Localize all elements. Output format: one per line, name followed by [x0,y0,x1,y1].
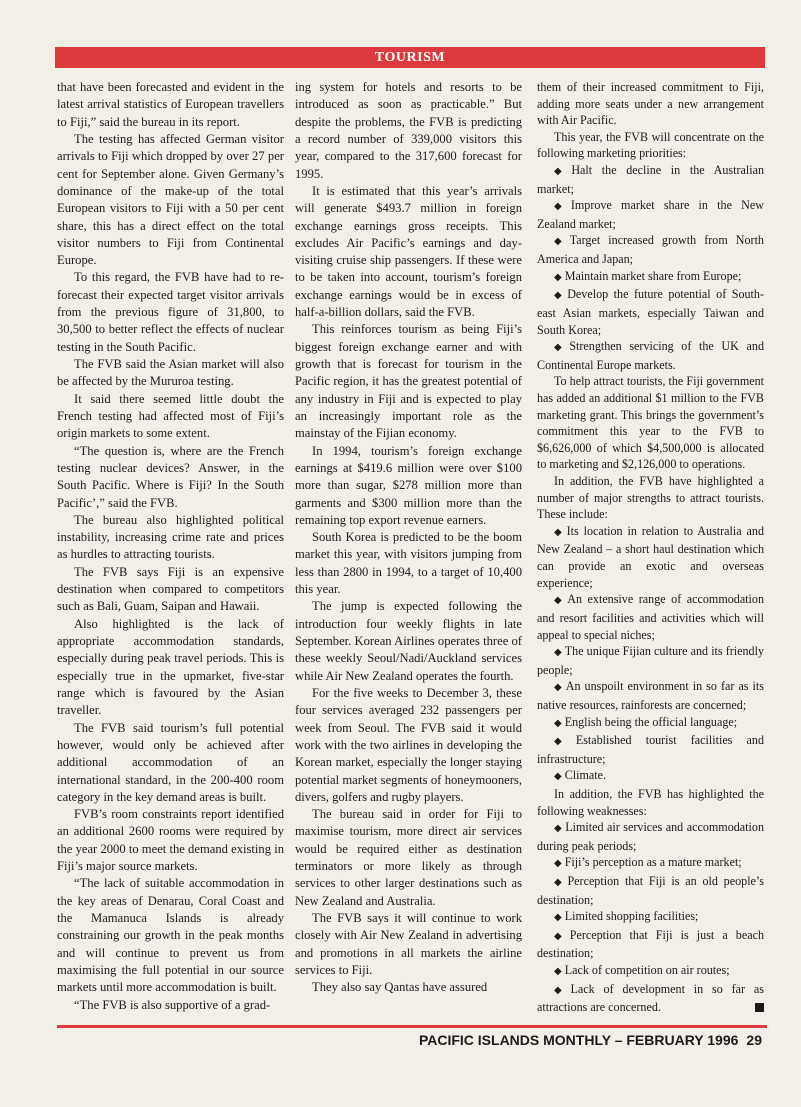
paragraph [295,529,522,598]
paragraph-text: “The question is, where are the French testing nuclear devices? Answer, in the South Pacific. Where is Fiji? In the South Pacific’,” said the FVB. [57,443,284,510]
paragraph [57,356,284,391]
paragraph-text: them of their increased commitment to Fiji, adding more seats under a new arrangement with Air Pacific. [537,80,764,128]
paragraph [537,786,764,819]
priority-item [537,162,764,197]
bullet-icon: ◆ [554,823,563,835]
paragraph-text: It said there seemed little doubt the French testing had affected most of Fiji’s origin markets to some extent. [57,391,284,441]
priority-item-text: Strengthen servicing of the UK and Continental Europe markets. [537,339,764,372]
strength-item [537,767,764,786]
article-column-2 [295,79,522,997]
priority-item-text: Develop the future potential of South-east Asian markets, especially Taiwan and South Korea; [537,287,764,337]
bullet-icon: ◆ [554,877,565,889]
strength-item-text: An extensive range of accommodation and resort facilities and activities which will appeal to special niches; [537,592,764,642]
section-header: TOURISM [55,47,765,68]
paragraph-text: South Korea is predicted to be the boom market this year, with visitors jumping from less than 2800 in 1994, to a target of 10,400 this year. [295,530,522,597]
weakness-item-text: Limited shopping facilities; [564,909,699,924]
paragraph [295,979,522,996]
paragraph-text: To help attract tourists, the Fiji government has added an additional $1 million to the FVB marketing grant. This brings the government’s commitment this year to the FVB to $6,626,000 of which $4,500,000 is allocated to marketing and $2,126,000 to operations. [537,374,764,472]
paragraph [57,875,284,996]
paragraph-text: The FVB said tourism’s full potential however, would only be achieved after additional accommodation of an international standard, in the 200-400 room category in the key demand areas is built. [57,720,284,804]
strength-item [537,591,764,643]
bullet-icon: ◆ [554,595,565,607]
priority-item-text: Halt the decline in the Australian market; [537,163,764,196]
bullet-icon: ◆ [554,984,568,996]
bullet-icon: ◆ [554,966,562,978]
weakness-item [537,981,764,1016]
bullet-icon: ◆ [554,682,563,694]
weakness-item [537,962,764,981]
paragraph [295,806,522,910]
weakness-item-text: Fiji’s perception as a mature market; [564,855,742,870]
strength-item [537,732,764,767]
bullet-icon: ◆ [554,858,562,870]
paragraph [537,79,764,129]
paragraph [57,391,284,443]
priority-item [537,338,764,373]
paragraph-text: ing system for hotels and resorts to be introduced as soon as practicable.” But despite the problems, the FVB is predicting a record number of 339,000 visitors this year, compared to the 317,600 forecast for 1995. [295,80,522,181]
priority-item [537,286,764,338]
footer-rule [57,1025,767,1028]
weakness-item-text: Limited air services and accommodation during peak periods; [537,820,764,853]
paragraph-text: Also highlighted is the lack of appropriate accommodation standards, especially during peak travel periods. This is especially true in the upmarket, five-star range which is favoured by the Asian traveller. [57,616,284,718]
priority-item [537,232,764,267]
page-footer [57,1031,762,1049]
paragraph-text: that have been forecasted and evident in the latest arrival statistics of European travellers to Fiji,” said the bureau in its report. [57,80,284,129]
paragraph [57,269,284,356]
bullet-icon: ◆ [554,166,569,178]
page-number: 29 [746,1032,762,1048]
paragraph [295,598,522,685]
paragraph [295,685,522,806]
strength-item-text: Its location in relation to Australia and New Zealand – a short haul destination which can provide an exotic and overseas experience; [537,523,764,590]
bullet-icon: ◆ [554,736,573,748]
bullet-icon: ◆ [554,201,568,213]
paragraph [57,616,284,720]
strength-item [537,678,764,713]
weakness-item [537,908,764,927]
paragraph [57,806,284,875]
paragraph-text: This reinforces tourism as being Fiji’s biggest foreign exchange earner and with growth that is forecast for tourism in the Pacific region, it has the greatest potential of any industry in Fiji and is expected to play an increasingly important role as the mainstay of the Fijian economy. [295,322,522,441]
weakness-item-text: Lack of competition on air routes; [564,963,730,978]
bullet-icon: ◆ [554,271,562,283]
paragraph [57,443,284,512]
paragraph [57,997,284,1014]
weakness-item-text: Perception that Fiji is an old people’s destination; [537,874,764,907]
publication-line: PACIFIC ISLANDS MONTHLY – FEBRUARY 1996 [418,1032,739,1048]
paragraph-text: The bureau said in order for Fiji to maximise tourism, more direct air services would be required either as destination terminators or more likely as through services to other larger destinations such as New Zealand and Australia. [295,807,522,908]
paragraph [57,564,284,616]
paragraph-text: “The FVB is also supportive of a grad- [74,997,271,1012]
paragraph-text: The FVB says Fiji is an expensive destination when compared to competitors such as Bali, Guam, Saipan and Hawaii. [57,564,284,614]
paragraph-text: “The lack of suitable accommodation in the key areas of Denarau, Coral Coast and the Mamanuca Islands is already constraining our growth in the peak months and will continue to prevent us from maximising the full potential in our source markets until more accommodation is built. [57,876,284,995]
bullet-icon: ◆ [554,912,562,924]
paragraph [57,512,284,564]
strength-item [537,523,764,591]
weakness-item-text: Lack of development in so far as attractions are concerned. [537,981,764,1015]
weakness-item [537,854,764,873]
strength-item-text: English being the official language; [564,714,738,729]
paragraph [295,443,522,530]
paragraph [295,321,522,442]
paragraph [57,79,284,131]
priority-item [537,268,764,287]
paragraph [537,129,764,162]
paragraph-text: In addition, the FVB have highlighted a number of major strengths to attract tourists. These include: [537,474,764,522]
paragraph-text: The FVB said the Asian market will also be affected by the Mururoa testing. [57,357,284,389]
paragraph [295,183,522,322]
weakness-item [537,819,764,854]
paragraph [537,373,764,473]
paragraph-text: For the five weeks to December 3, these four services averaged 232 passengers per week from Seoul. The FVB said it would work with the two airlines in developing the Korean market, especially the longer staying potential market segments of honeymooners, divers, golfers and rugby players. [295,685,522,804]
strength-item-text: Climate. [564,768,607,783]
paragraph [537,473,764,523]
bullet-icon: ◆ [554,771,562,783]
paragraph-text: In addition, the FVB has highlighted the following weaknesses: [537,786,764,818]
strength-item-text: The unique Fijian culture and its friendly people; [537,644,764,677]
weakness-item [537,873,764,908]
bullet-icon: ◆ [554,647,562,659]
article-column-1 [57,79,284,1014]
priority-item-text: Maintain market share from Europe; [564,268,742,283]
paragraph [57,131,284,270]
article-column-3 [537,79,764,1016]
strength-item-text: Established tourist facilities and infrastructure; [537,733,764,766]
bullet-icon: ◆ [554,717,562,729]
bullet-icon: ◆ [554,526,564,538]
strength-item [537,714,764,733]
paragraph-text: In 1994, tourism’s foreign exchange earnings at $419.6 million were over $100 more than sugar, $278 million more than garments and $300 million more than the remaining top export revenue earners. [295,443,522,527]
strength-item-text: An unspoilt environment in so far as its native resources, rainforests are concerned; [537,679,764,712]
paragraph-text: It is estimated that this year’s arrivals will generate $493.7 million in foreign exchange earnings gross receipts. This excludes Air Pacific’s earnings and day-visiting cruise ship passengers. If these were to be taken into account, tourism’s foreign exchange earnings would be in excess of half-a-billion dollars, said the FVB. [295,183,522,320]
paragraph [295,910,522,979]
paragraph-text: The bureau also highlighted political instability, increasing crime rate and prices as hurdles to attracting tourists. [57,512,284,562]
strength-item [537,643,764,678]
priority-item [537,197,764,232]
paragraph-text: This year, the FVB will concentrate on the following marketing priorities: [537,129,764,161]
bullet-icon: ◆ [554,236,567,248]
bullet-icon: ◆ [554,342,567,354]
end-of-article-mark [755,1003,764,1012]
priority-item-text: Target increased growth from North America and Japan; [537,233,764,267]
paragraph-text: The jump is expected following the introduction four weekly flights in late September. Korean Airlines operates three of these weekly Seoul/Nadi/Auckland services while Air New Zealand operates the fourth. [295,599,522,683]
paragraph-text: To this regard, the FVB have had to re-forecast their expected target visitor arrivals from the previous figure of 31,800, to 30,500 to better reflect the effects of nuclear testing in the South Pacific. [57,270,284,354]
paragraph-text: FVB’s room constraints report identified an additional 2600 rooms were required by the year 2000 to meet the demand existing in Fiji’s major source markets. [57,807,284,874]
priority-item-text: Improve market share in the New Zealand market; [537,198,764,231]
paragraph-text: They also say Qantas have assured [312,980,488,995]
paragraph-text: The FVB says it will continue to work closely with Air New Zealand in advertising and promotions in all markets the airline services to Fiji. [295,911,522,977]
weakness-item-text: Perception that Fiji is just a beach destination; [537,927,764,961]
bullet-icon: ◆ [554,290,565,302]
bullet-icon: ◆ [554,930,567,942]
paragraph [57,720,284,807]
paragraph [295,79,522,183]
paragraph-text: The testing has affected German visitor arrivals to Fiji which dropped by over 27 per cent for September alone. Given Germany’s dominance of the make-up of the total European visitors to Fiji with a 50 per cent share, this has a direct effect on the total visitor numbers to Fiji from Continental Europe. [57,131,284,268]
weakness-item [537,927,764,962]
